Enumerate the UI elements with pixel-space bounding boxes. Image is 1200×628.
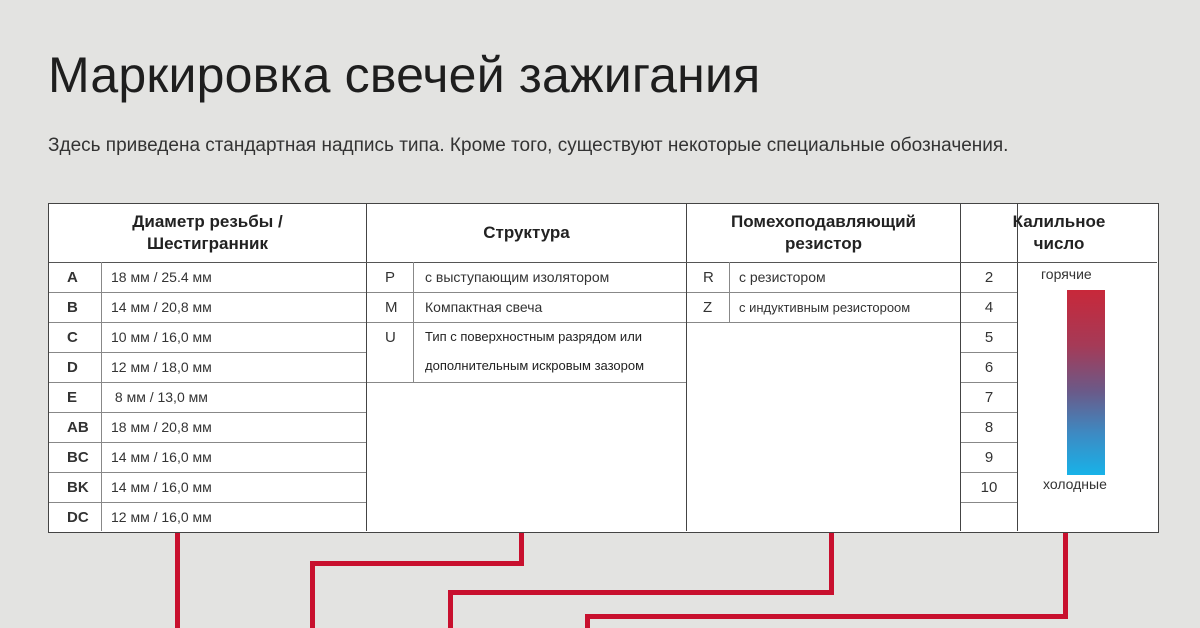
connector-structure: [310, 561, 524, 566]
heat-number: 8: [984, 418, 994, 436]
thread-value: 12 мм / 16,0 мм: [111, 509, 212, 525]
thread-value: 18 мм / 20,8 мм: [111, 419, 212, 435]
thread-value: 18 мм / 25.4 мм: [111, 269, 212, 285]
resistor-code: R: [703, 268, 714, 286]
page-title: Маркировка свечей зажигания: [48, 47, 761, 103]
thread-code-divider: [101, 262, 102, 531]
thread-code: E: [67, 388, 78, 406]
connector-heat: [585, 614, 1068, 619]
header-heat-range: Калильное число: [1012, 212, 1106, 253]
header-thread: Диаметр резьбы / Шестигранник: [132, 212, 283, 253]
thread-code: BK: [67, 478, 89, 496]
heat-number: 6: [984, 358, 994, 376]
connector-resistor: [448, 590, 453, 628]
heat-number: 7: [984, 388, 994, 406]
header-structure: Структура: [483, 223, 570, 242]
header-resistor: Помехоподавляющий резистор: [731, 212, 916, 253]
thread-value: 12 мм / 18,0 мм: [111, 359, 212, 375]
thread-code: A: [67, 268, 78, 286]
structure-code: P: [385, 268, 396, 286]
hot-label: горячие: [1041, 266, 1092, 282]
connector-heat: [585, 614, 590, 628]
connector-resistor: [448, 590, 834, 595]
thread-code: BC: [67, 448, 89, 466]
resistor-code: Z: [703, 298, 713, 316]
heat-number: 4: [984, 298, 994, 316]
connector-structure: [310, 561, 315, 628]
heat-number: 9: [984, 448, 994, 466]
thread-value: 8 мм / 13,0 мм: [111, 389, 208, 405]
structure-code: U: [385, 328, 396, 346]
connector-heat: [1063, 533, 1068, 619]
structure-value-multiline: Тип с поверхностным разрядом или дополнительным искровым зазором: [425, 329, 645, 373]
heat-gradient-bar: [1067, 290, 1105, 475]
resistor-value: с резистором: [739, 269, 826, 285]
connector-thread: [175, 533, 180, 628]
thread-value: 10 мм / 16,0 мм: [111, 329, 212, 345]
connector-resistor: [829, 533, 834, 595]
heat-number: 5: [984, 328, 994, 346]
page-subtitle: Здесь приведена стандартная надпись типа. Кроме того, существуют некоторые специальные обозначения.: [48, 135, 1009, 156]
resistor-value: с индуктивным резистороом: [739, 299, 911, 315]
thread-value: 14 мм / 20,8 мм: [111, 299, 212, 315]
thread-code: B: [67, 298, 78, 316]
thread-value: 14 мм / 16,0 мм: [111, 449, 212, 465]
thread-code: DC: [67, 508, 89, 526]
thread-code: D: [67, 358, 78, 376]
structure-code: M: [385, 298, 398, 316]
structure-value: Компактная свеча: [425, 299, 543, 315]
cold-label: холодные: [1043, 476, 1107, 492]
thread-value: 14 мм / 16,0 мм: [111, 479, 212, 495]
thread-code: AB: [67, 418, 89, 436]
spark-plug-marking-table: [48, 203, 1159, 533]
heat-number: 10: [980, 478, 998, 496]
thread-code: C: [67, 328, 78, 346]
heat-number: 2: [984, 268, 994, 286]
structure-value: с выступающим изолятором: [425, 269, 610, 285]
